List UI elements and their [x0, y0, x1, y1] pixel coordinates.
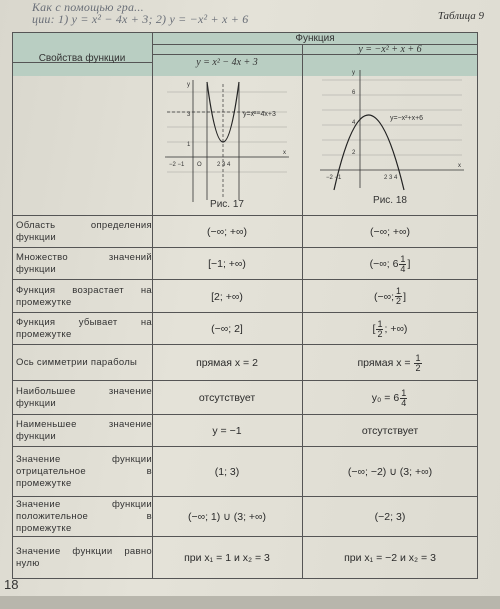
svg-text:O: O: [197, 162, 202, 168]
graph-2-label: y=−x²+x+6: [390, 115, 424, 122]
graph-parabola-2: [312, 60, 472, 195]
svg-text:2 3 4: 2 3 4: [217, 162, 231, 168]
svg-text:3: 3: [187, 112, 191, 118]
svg-text:−2 −1: −2 −1: [326, 175, 342, 181]
row-7-value-2: отсутствует: [361, 425, 419, 437]
properties-table: [12, 32, 478, 578]
row-2-value-2: (−∞; 6 $\frac{1}{4}$ ]: [369, 253, 411, 274]
page-number: 18: [4, 577, 19, 592]
row-5-property: Ось симметрии параболы: [16, 357, 138, 368]
row-8-property: Значение функции отрицательное в промежутке: [16, 454, 152, 489]
intro-line-1: Как с помощью гра...: [32, 0, 144, 14]
page-bottom-edge: [0, 596, 500, 609]
graph-1-label: y=x²−4x+3: [243, 111, 276, 118]
svg-text:x: x: [283, 150, 286, 156]
row-1-value-2: (−∞; +∞): [369, 226, 411, 238]
intro-line-2: ции: 1) y = x² − 4x + 3; 2) y = −x² + x + 6: [32, 12, 249, 26]
svg-text:1: 1: [187, 142, 191, 148]
row-9-value-1: (−∞; 1) ∪ (3; +∞): [187, 511, 267, 523]
row-10-value-1: при x₁ = 1 и x₂ = 3: [184, 552, 270, 564]
header-properties: Свойства функции: [38, 53, 126, 64]
svg-text:y: y: [187, 82, 190, 88]
row-4-value-1: (−∞; 2]: [211, 323, 243, 335]
row-10-value-2: при x₁ = −2 и x₂ = 3: [344, 552, 436, 564]
row-10-property: Значение функции равно нулю: [16, 546, 152, 569]
svg-text:6: 6: [352, 90, 356, 96]
row-5-value-1: прямая x = 2: [196, 357, 258, 369]
row-6-property: Наибольшее значение функции: [16, 386, 152, 409]
figure-18-caption: Рис. 18: [373, 195, 407, 206]
row-1-value-1: (−∞; +∞): [206, 226, 248, 238]
row-6-value-2: y₀ = 6 $\frac{1}{4}$: [371, 387, 407, 408]
row-1-property: Область определения функции: [16, 220, 152, 243]
row-6-value-1: отсутствует: [198, 392, 256, 404]
row-8-value-1: (1; 3): [214, 466, 240, 478]
header-function-2: y = −x² + x + 6: [358, 44, 422, 55]
row-2-property: Множество значений функции: [16, 252, 152, 275]
row-4-value-2: [ $\frac{1}{2}$ ; +∞): [372, 318, 408, 339]
svg-text:y: y: [352, 70, 355, 76]
svg-text:x: x: [458, 163, 461, 169]
svg-text:−2 −1: −2 −1: [169, 162, 185, 168]
header-function: Функция: [295, 32, 335, 44]
row-3-value-1: [2; +∞): [211, 290, 243, 303]
row-8-value-2: (−∞; −2) ∪ (3; +∞): [347, 466, 433, 478]
row-7-value-1: y = −1: [212, 425, 242, 437]
svg-text:2 3 4: 2 3 4: [384, 175, 398, 181]
graph-parabola-1: [157, 72, 297, 212]
figure-17-caption: Рис. 17: [210, 199, 244, 210]
row-9-property: Значение функции положительное в промежутке: [16, 499, 152, 534]
row-5-value-2: прямая x = $\frac{1}{2}$: [357, 352, 421, 373]
svg-text:2: 2: [352, 150, 356, 156]
header-function-1: y = x² − 4x + 3: [196, 57, 258, 68]
table-caption: Таблица 9: [437, 10, 484, 22]
row-9-value-2: (−2; 3): [374, 511, 406, 523]
row-2-value-1: [−1; +∞): [208, 258, 246, 270]
row-3-property: Функция возрастает на промежутке: [16, 284, 152, 308]
row-7-property: Наименьшее значение функции: [16, 419, 152, 442]
row-4-property: Функция убывает на промежутке: [16, 317, 152, 340]
svg-text:4: 4: [352, 120, 356, 126]
row-3-value-2: (−∞; $\frac{1}{2}$ ]: [374, 286, 406, 306]
